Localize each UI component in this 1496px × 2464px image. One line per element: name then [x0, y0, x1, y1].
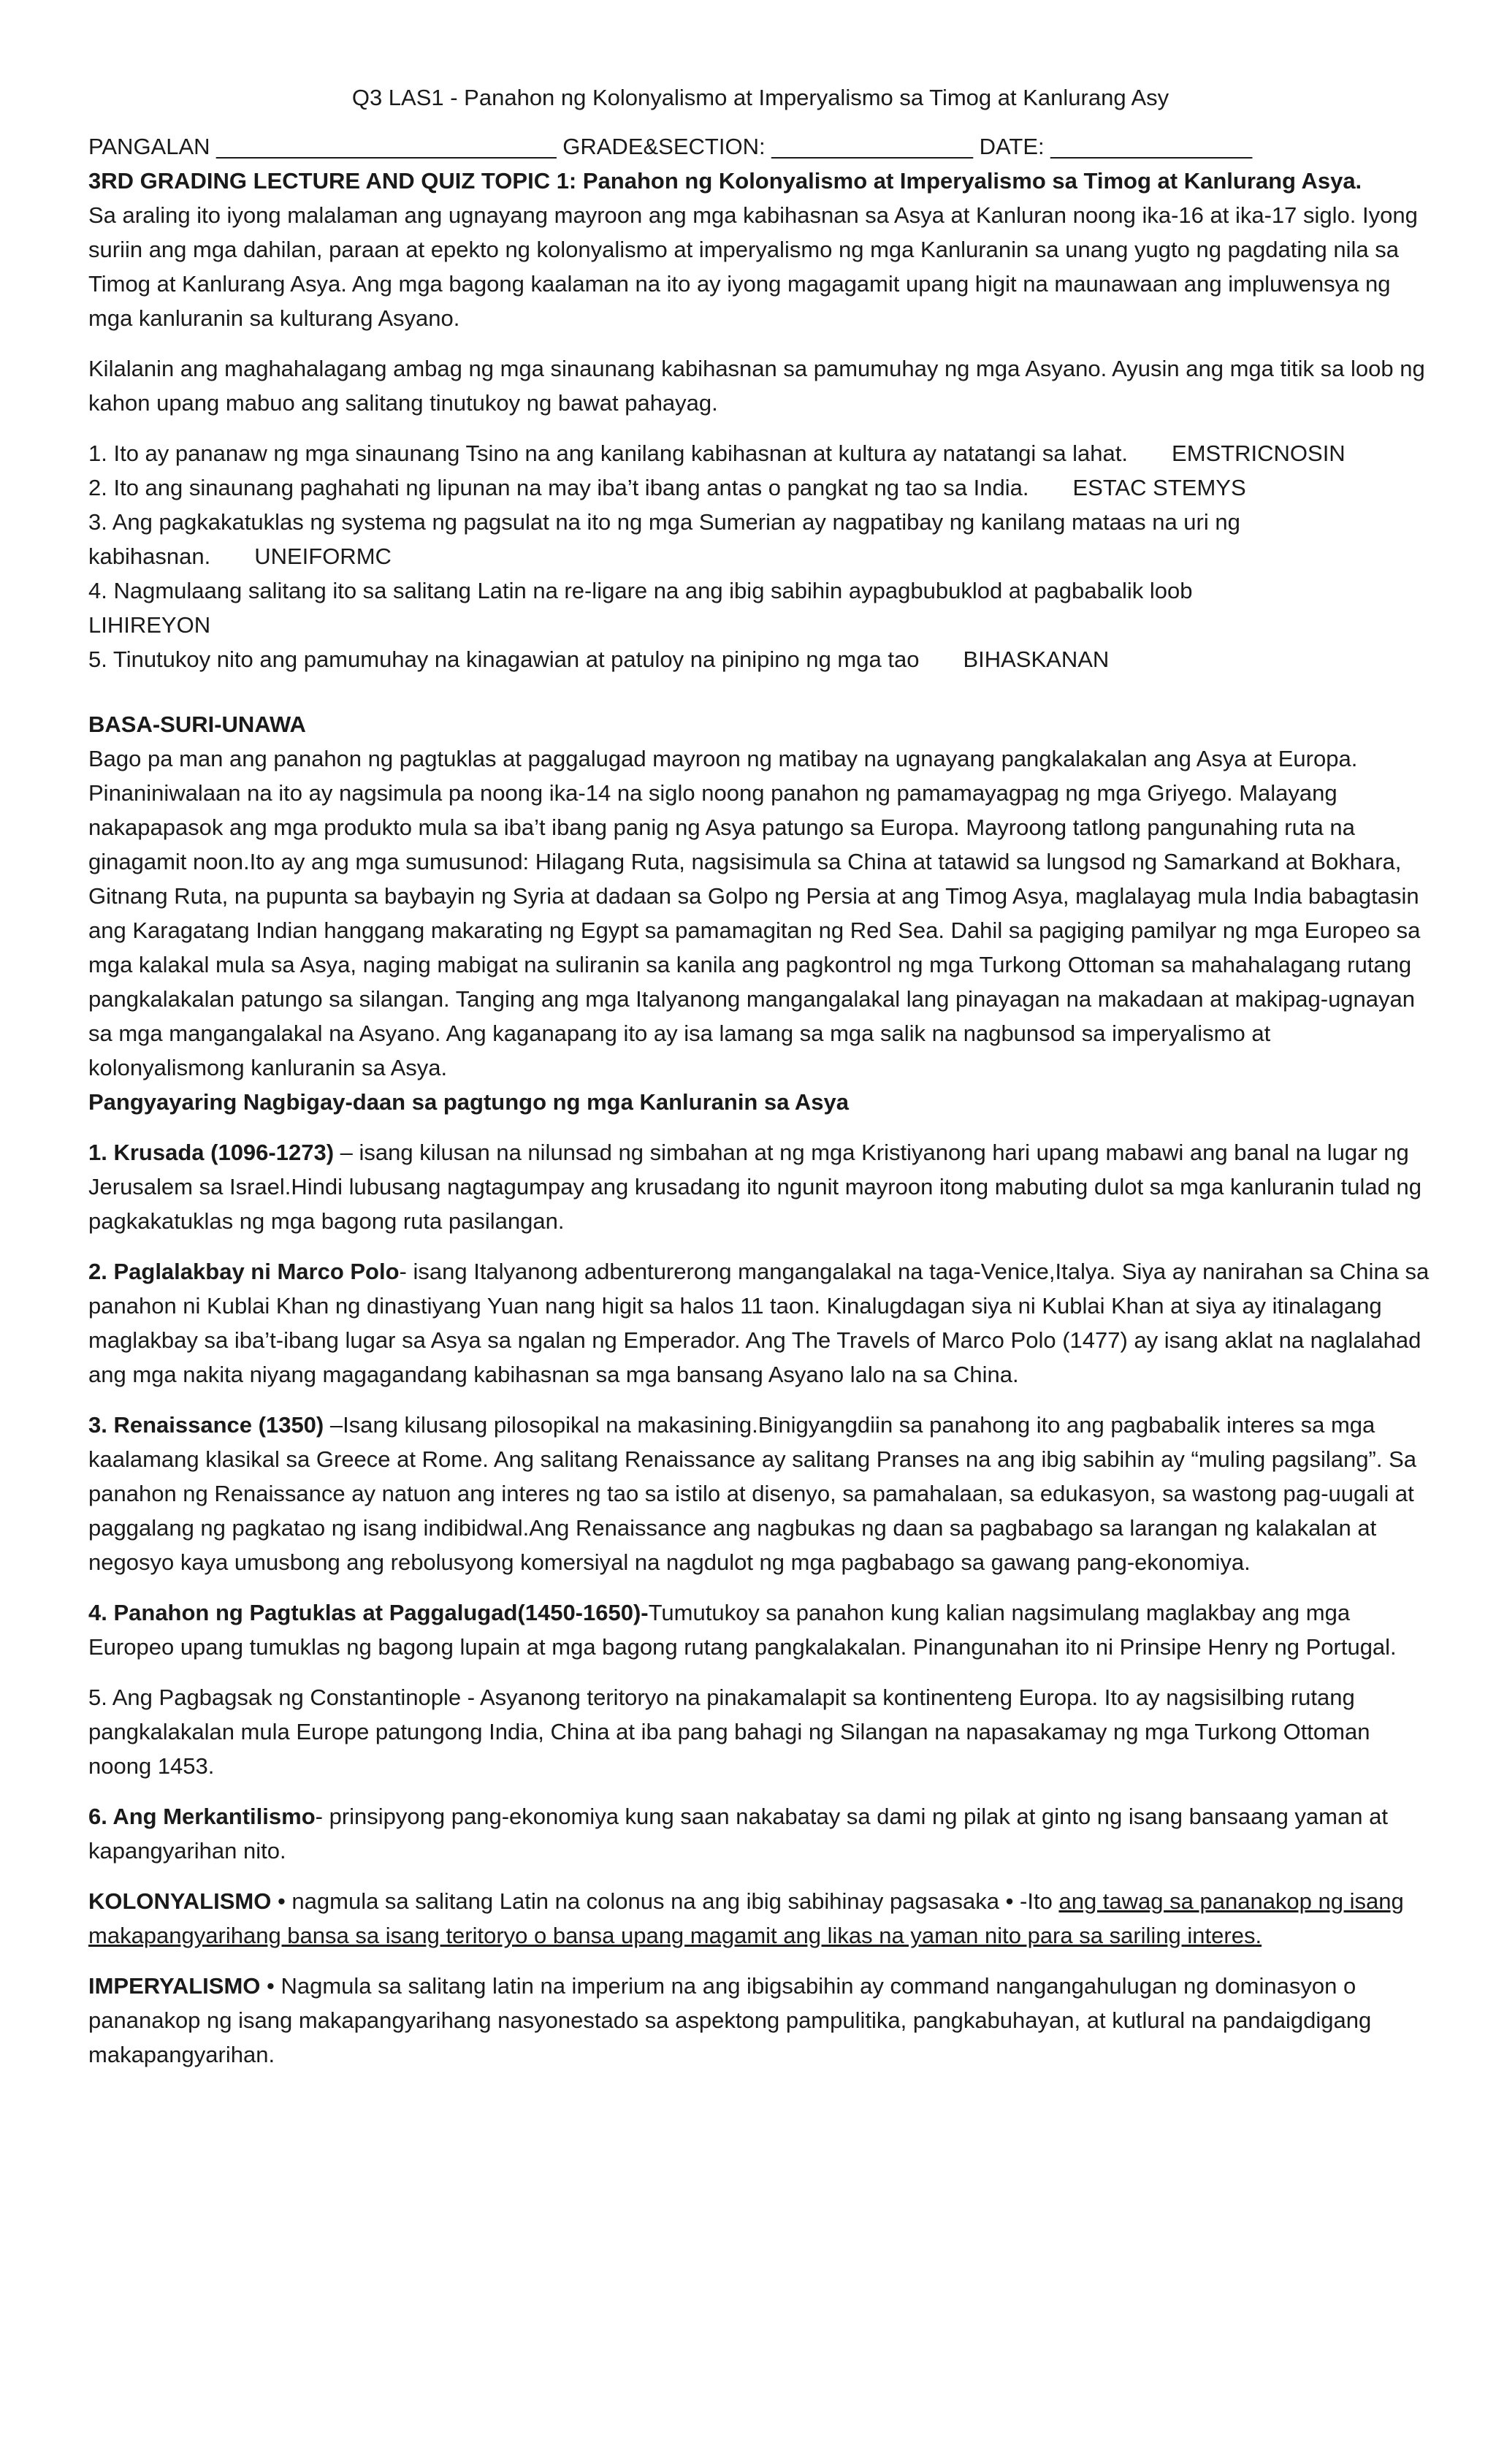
kolonyalismo-text: • nagmula sa salitang Latin na colonus na ang ibig sabihinay pagsasaka • -Ito	[271, 1888, 1059, 1914]
event-title: 4. Panahon ng Pagtuklas at Paggalugad(1450-1650)-	[88, 1600, 649, 1625]
event-title: 6. Ang Merkantilismo	[88, 1804, 316, 1829]
event-paragraph	[88, 1595, 1432, 1664]
instruction-paragraph: Kilalanin ang maghahalagang ambag ng mga sinaunang kabihasnan sa pamumuhay ng mga Asyano. Ayusin ang mga titik sa loob ng kahon upang mabuo ang salitang tinutukoy ng bawat pahayag.	[88, 356, 1425, 416]
event-paragraph	[88, 1680, 1432, 1783]
event-text: –Isang kilusang pilosopikal na makasining.Binigyangdiin sa panahong ito ang pagbabalik interes sa mga kaalamang klasikal sa Greece at Rome. Ang salitang Renaissance ay salitang Pranses na ang ibig sabihin ay “muling pagsilang”. Sa panahon ng Renaissance ay natuon ang interes ng tao sa istilo at disenyo, sa pamahalaan, sa edukasyon, sa wastong pag-uugali at paggalang ng pagkatao ng isang indibidwal.Ang Renaissance ang nagbukas ng daan sa pagbabago sa larangan ng kalakalan at negosyo kaya umusbong ang rebolusyong komersiyal na nagdulot ng mga pagbabago sa gawang pang-ekonomiya.	[88, 1412, 1416, 1575]
basa-heading	[88, 707, 1432, 741]
quiz-question: 3. Ang pagkakatuklas ng systema ng pagsulat na ito ng mga Sumerian ay nagpatibay ng kanilang mataas na uri ng kabihasnan.	[88, 509, 1240, 569]
events-heading	[88, 1085, 1432, 1119]
quiz-scrambled-word: EMSTRICNOSIN	[1172, 440, 1346, 466]
quiz-scrambled-word: LIHIREYON	[88, 612, 211, 638]
event-text: – isang kilusan na nilunsad ng simbahan at ng mga Kristiyanong hari upang mabawi ang banal na lugar ng Jerusalem sa Israel.Hindi lubusang nagtagumpay ang krusadang ito ngunit mayroon itong mabuting dulot sa mga kanluranin tulad ng pagkakatuklas ng mga bagong ruta pasilangan.	[88, 1140, 1421, 1234]
quiz-item	[88, 470, 1432, 505]
header-fields: PANGALAN ___________________________ GRADE&SECTION: ________________ DATE: ________________	[88, 134, 1253, 159]
event-title: 1. Krusada (1096-1273)	[88, 1140, 335, 1165]
imperyalismo-term: IMPERYALISMO	[88, 1973, 261, 1999]
event-paragraph	[88, 1799, 1432, 1868]
quiz-scrambled-word: ESTAC STEMYS	[1072, 475, 1246, 500]
imperyalismo-definition	[88, 1969, 1432, 2072]
topic-heading	[88, 164, 1432, 198]
event-paragraph	[88, 1254, 1432, 1392]
quiz-item	[88, 642, 1432, 676]
event-text: Tumutukoy sa panahon kung kalian nagsimulang maglakbay ang mga Europeo upang tumuklas ng bagong lupain at mga bagong rutang pangkalakalan. Pinangunahan ito ni Prinsipe Henry ng Portugal.	[88, 1600, 1397, 1660]
quiz-item	[88, 436, 1432, 470]
event-title: 3. Renaissance (1350)	[88, 1412, 324, 1438]
event-paragraph	[88, 1408, 1432, 1579]
document-title: Q3 LAS1 - Panahon ng Kolonyalismo at Imperyalismo sa Timog at Kanlurang Asy	[351, 85, 1169, 110]
quiz-question: 4. Nagmulaang salitang ito sa salitang Latin na re-ligare na ang ibig sabihin aypagbubuklod at pagbabalik loob	[88, 578, 1193, 603]
quiz-question: 5. Tinutukoy nito ang pamumuhay na kinagawian at patuloy na pinipino ng mga tao	[88, 646, 920, 672]
kolonyalismo-underlined-definition: ang tawag sa pananakop ng isang makapangyarihang bansa sa isang teritoryo o bansa upang magamit ang likas na yaman nito para sa sariling interes.	[88, 1888, 1404, 1948]
quiz-scrambled-word: BIHASKANAN	[963, 646, 1110, 672]
imperyalismo-text: • Nagmula sa salitang latin na imperium na ang ibigsabihin ay command nangangahulugan ng dominasyon o pananakop ng isang makapangyarihang nasyonestado sa aspektong pampulitika, pangkabuhayan, at kutlural na pandaigdigang makapangyarihan.	[88, 1973, 1372, 2067]
event-text: 5. Ang Pagbagsak ng Constantinople - Asyanong teritoryo na pinakamalapit sa kontinenteng Europa. Ito ay nagsisilbing rutang pangkalakalan mula Europe patungong India, China at iba pang bahagi ng Silangan na napasakamay ng mga Turkong Ottoman noong 1453.	[88, 1685, 1370, 1779]
event-text: - isang Italyanong adbenturerong mangangalakal na taga-Venice,Italya. Siya ay nanirahan sa China sa panahon ni Kublai Khan ng dinastiyang Yuan nang higit sa halos 11 taon. Kinalugdagan siya ni Kublai Khan at siya ay itinalagang maglakbay sa iba’t-ibang lugar sa Asya sa ngalan ng Emperador. Ang The Travels of Marco Polo (1477) ay isang aklat na naglalahad ang mga nakita niyang magagandang kabihasnan sa mga bansang Asyano lalo na sa China.	[88, 1259, 1430, 1387]
quiz-list	[88, 436, 1432, 676]
topic-heading-text: 3RD GRADING LECTURE AND QUIZ TOPIC 1: Panahon ng Kolonyalismo at Imperyalismo sa Timog at Kanlurang Asya.	[88, 168, 1362, 194]
quiz-item	[88, 505, 1432, 573]
quiz-item	[88, 573, 1432, 642]
quiz-scrambled-word: UNEIFORMC	[254, 543, 392, 569]
quiz-question: 1. Ito ay pananaw ng mga sinaunang Tsino na ang kanilang kabihasnan at kultura ay natatangi sa lahat.	[88, 440, 1129, 466]
events-heading-text: Pangyayaring Nagbigay-daan sa pagtungo ng mga Kanluranin sa Asya	[88, 1089, 850, 1115]
kolonyalismo-term: KOLONYALISMO	[88, 1888, 272, 1914]
intro-paragraph: Sa araling ito iyong malalaman ang ugnayang mayroon ang mga kabihasnan sa Asya at Kanluran noong ika-16 at ika-17 siglo. Iyong suriin ang mga dahilan, paraan at epekto ng kolonyalismo at imperyalismo ng mga Kanluranin sa unang yugto ng pagdating nila sa Timog at Kanlurang Asya. Ang mga bagong kaalaman na ito ay iyong magagamit upang higit na maunawaan ang impluwensya ng mga kanluranin sa kulturang Asyano.	[88, 202, 1418, 331]
event-text: - prinsipyong pang-ekonomiya kung saan nakabatay sa dami ng pilak at ginto ng isang bansaang yaman at kapangyarihan nito.	[88, 1804, 1388, 1864]
event-title: 2. Paglalakbay ni Marco Polo	[88, 1259, 400, 1284]
document-content	[88, 80, 1432, 2072]
quiz-question: 2. Ito ang sinaunang paghahati ng lipunan na may iba’t ibang antas o pangkat ng tao sa India.	[88, 475, 1029, 500]
basa-paragraph: Bago pa man ang panahon ng pagtuklas at paggalugad mayroon ng matibay na ugnayang pangkalakalan ang Asya at Europa. Pinaniniwalaan na ito ay nagsimula pa noong ika-14 na siglo noong panahon ng pamamayagpag ng mga Griyego. Malayang nakapapasok ang mga produkto mula sa iba’t ibang panig ng Asya patungo sa Europa. Mayroong tatlong pangunahing ruta na ginagamit noon.Ito ay ang mga sumusunod: Hilagang Ruta, nagsisimula sa China at tatawid sa lungsod ng Samarkand at Bokhara, Gitnang Ruta, na pupunta sa baybayin ng Syria at dadaan sa Golpo ng Persia at ang Timog Asya, maglalayag mula India babagtasin ang Karagatang Indian hanggang makarating ng Egypt sa pamamagitan ng Red Sea. Dahil sa pagiging pamilyar ng mga Europeo sa mga kalakal mula sa Asya, naging mabigat na suliranin sa kanila ang pagkontrol ng mga Turkong Ottoman sa mahahalagang rutang pangkalakalan patungo sa silangan. Tanging ang mga Italyanong mangangalakal lang pinayagan na makadaan at makipag-ugnayan sa mga mangangalakal na Asyano. Ang kaganapang ito ay isa lamang sa mga salik na nagbunsod sa imperyalismo at kolonyalismong kanluranin sa Asya.	[88, 746, 1421, 1080]
basa-heading-text: BASA-SURI-UNAWA	[88, 712, 306, 737]
event-paragraph	[88, 1135, 1432, 1238]
kolonyalismo-definition	[88, 1884, 1432, 1953]
